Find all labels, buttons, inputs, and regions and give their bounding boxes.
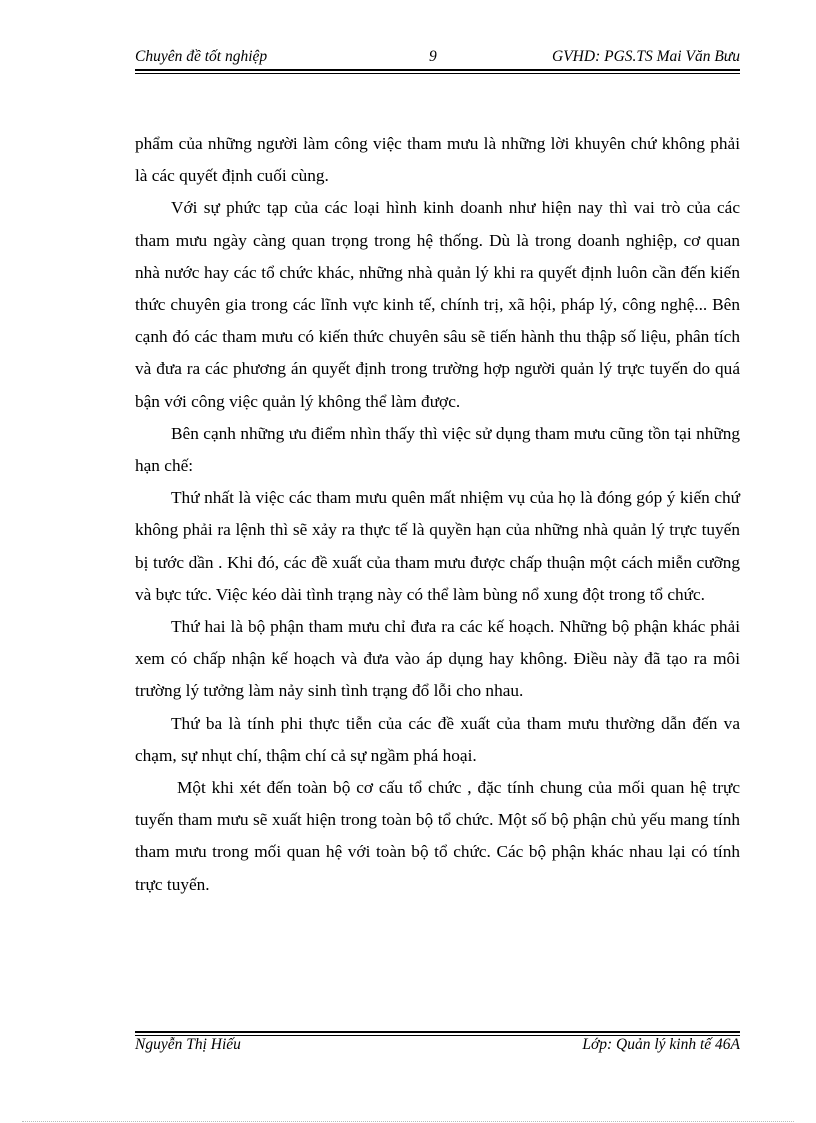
page-edge-divider <box>22 1121 794 1122</box>
header-page-number: 9 <box>429 48 437 65</box>
body-text <box>135 128 740 901</box>
paragraph-3: Bên cạnh những ưu điểm nhìn thấy thì việc sử dụng tham mưu cũng tồn tại những hạn chế: <box>135 423 740 476</box>
footer-class: Lớp: Quản lý kinh tế 46A <box>582 1036 740 1053</box>
header-advisor: GVHD: PGS.TS Mai Văn Bưu <box>552 48 740 65</box>
paragraph-5: Thứ hai là bộ phận tham mưu chỉ đưa ra các kế hoạch. Những bộ phận khác phải xem có chấp nhận kế hoạch và đưa vào áp dụng hay không. Điều này đã tạo ra môi trường lý tưởng làm nảy sinh tình trạng đổ lỗi cho nhau. <box>135 617 740 701</box>
page-header <box>135 46 740 70</box>
paragraph-2: Với sự phức tạp của các loại hình kinh doanh như hiện nay thì vai trò của các tham mưu ngày càng quan trọng trong hệ thống. Dù là trong doanh nghiệp, cơ quan nhà nước hay các tổ chức khác, những nhà quản lý khi ra quyết định luôn cần đến kiến thức chuyên gia trong các lĩnh vực kinh tế, chính trị, xã hội, pháp lý, công nghệ... Bên cạnh đó các tham mưu có kiến thức chuyên sâu sẽ tiến hành thu thập số liệu, phân tích và đưa ra các phương án quyết định trong trường hợp người quản lý trực tuyến do quá bận với công việc quản lý không thể làm được. <box>135 198 740 411</box>
page-footer <box>135 1036 740 1058</box>
paragraph-6: Thứ ba là tính phi thực tiễn của các đề xuất của tham mưu thường dẫn đến va chạm, sự nhụt chí, thậm chí cả sự ngầm phá hoại. <box>135 713 740 765</box>
header-rule <box>135 69 740 74</box>
paragraph-7: Một khi xét đến toàn bộ cơ cấu tổ chức , đặc tính chung của mối quan hệ trực tuyến tham mưu sẽ xuất hiện trong toàn bộ tổ chức. Một số bộ phận chủ yếu mang tính tham mưu trong mối quan hệ với toàn bộ tổ chức. Các bộ phận khác nhau lại có tính trực tuyến. <box>135 778 740 894</box>
paragraph-1: phẩm của những người làm công việc tham mưu là những lời khuyên chứ không phải là các quyết định cuối cùng. <box>135 134 740 186</box>
header-thesis-title: Chuyên đề tốt nghiệp <box>135 48 268 65</box>
footer-author: Nguyễn Thị Hiếu <box>135 1036 241 1053</box>
paragraph-4: Thứ nhất là việc các tham mưu quên mất nhiệm vụ của họ là đóng góp ý kiến chứ không phải ra lệnh thì sẽ xảy ra thực tế là quyền hạn của những nhà quản lý trực tuyến bị tước dần . Khi đó, các đề xuất của tham mưu được chấp thuận một cách miễn cưỡng và bực tức. Việc kéo dài tình trạng này có thể làm bùng nổ xung đột trong tổ chức. <box>135 488 740 604</box>
